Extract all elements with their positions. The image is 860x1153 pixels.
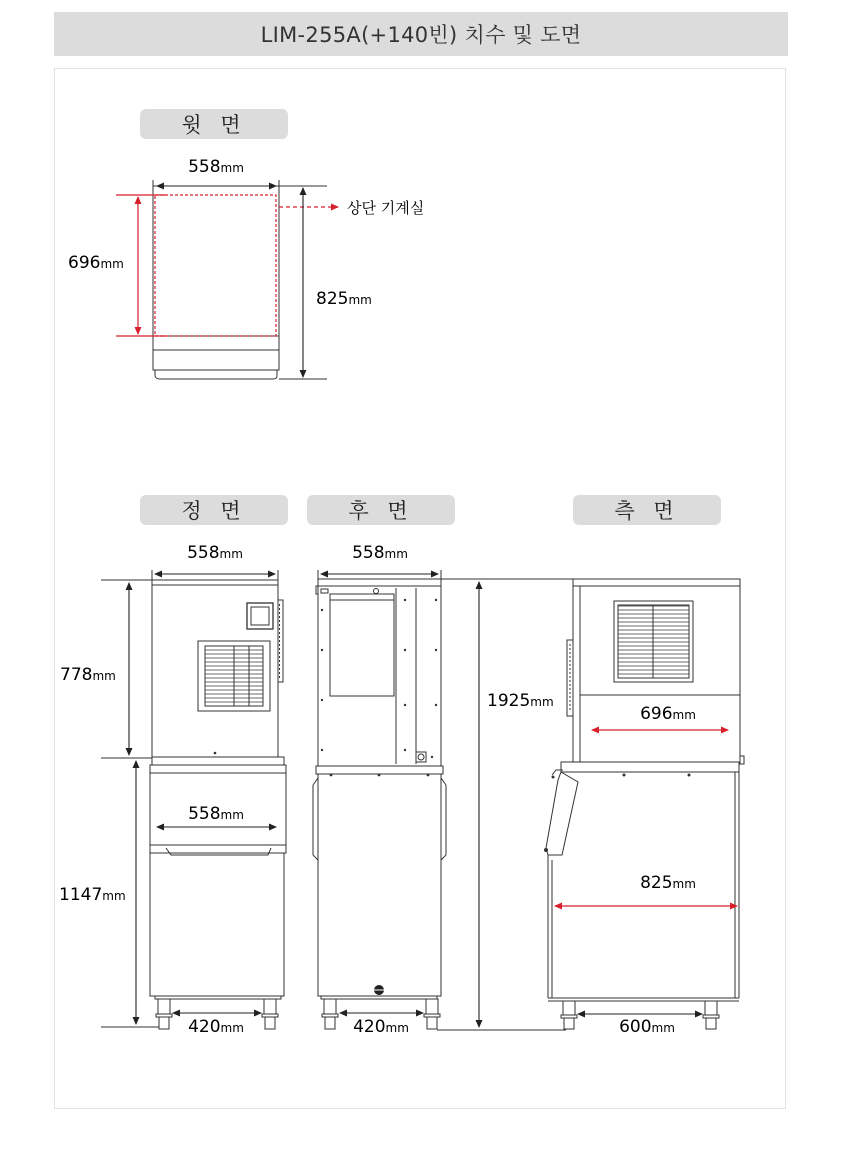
front-upper-height-label: 778mm	[60, 665, 116, 685]
back-machine-screws	[321, 599, 437, 758]
front-bin-width-label: 558mm	[188, 804, 244, 824]
top-view-red-guides	[116, 195, 338, 336]
front-indicator-dot	[214, 752, 217, 755]
back-width-label: 558mm	[352, 543, 408, 563]
front-bin-height-label: 1147mm	[59, 885, 126, 905]
back-leg-span-label: 420mm	[353, 1017, 409, 1037]
side-bin-screws	[544, 774, 691, 853]
top-width-label: 558mm	[188, 157, 244, 177]
front-width-label: 558mm	[187, 543, 243, 563]
total-height-label: 1925mm	[487, 691, 554, 711]
front-ice-machine	[152, 580, 284, 765]
back-ice-machine	[316, 579, 441, 766]
side-upper-depth-label: 696mm	[640, 704, 696, 724]
top-total-label: 825mm	[316, 289, 372, 309]
top-view-label: 윗 면	[140, 109, 288, 139]
top-depth-label: 696mm	[68, 253, 124, 273]
back-view-label: 후 면	[307, 495, 455, 525]
side-leg-span-label: 600mm	[619, 1017, 675, 1037]
page-title: LIM-255A(+140빈) 치수 및 도면	[54, 12, 788, 56]
top-machine-room-note: 상단 기계실	[347, 199, 425, 217]
side-ice-machine	[567, 579, 744, 764]
front-leg-span-label: 420mm	[188, 1017, 244, 1037]
front-view-label: 정 면	[140, 495, 288, 525]
side-view-label: 측 면	[573, 495, 721, 525]
side-ice-bin	[546, 762, 739, 1029]
top-view-drawing	[153, 180, 327, 379]
side-bin-depth-label: 825mm	[640, 873, 696, 893]
